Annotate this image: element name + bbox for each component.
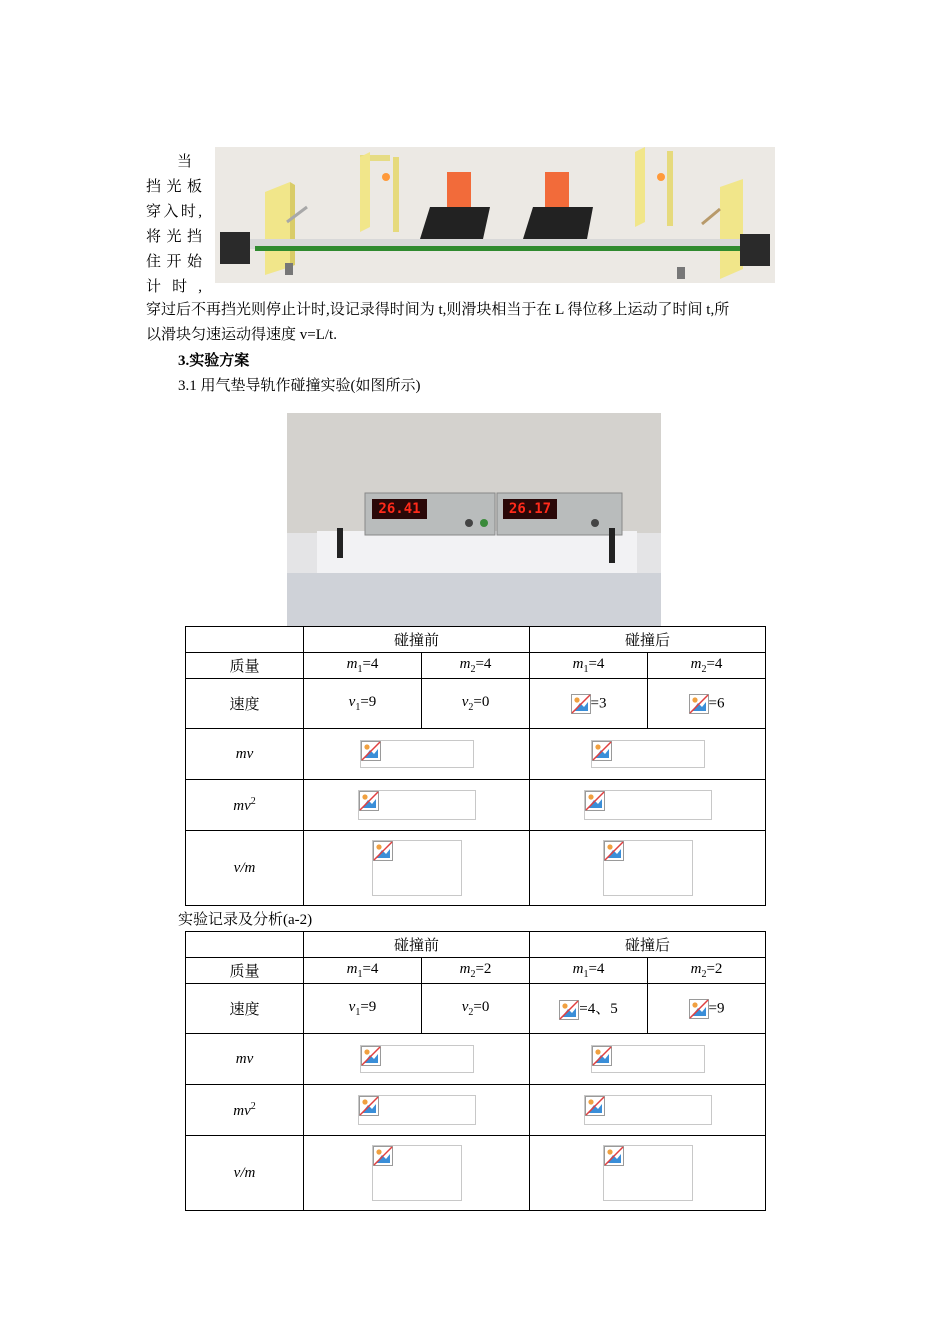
header-after: 碰撞后 [530,627,766,653]
section-subheading: 3.1 用气垫导轨作碰撞实验(如图所示) [178,378,421,394]
broken-image-icon [689,999,709,1019]
image-placeholder [603,1145,693,1201]
speed-cell [530,984,648,1034]
image-placeholder [584,790,712,820]
mv2-after-cell [530,1085,766,1136]
speed-cell [530,679,648,729]
intro-paragraph-line: 穿过后不再挡光则停止计时,设记录得时间为 t,则滑块相当于在 L 得位移上运动了时间 t,所 [146,302,730,318]
broken-image-icon [373,841,393,861]
vm-before-cell [304,1136,530,1211]
air-track-illustration [215,147,775,283]
speed-cell: $v_1=9$ [304,679,422,729]
vm-before-cell [304,831,530,906]
image-placeholder [358,790,476,820]
mv-after-cell [530,729,766,780]
speed-value: =3 [590,694,607,711]
speed-label: 速度 [186,984,304,1034]
image-placeholder [591,740,705,768]
header-before: 碰撞前 [304,627,530,653]
image-placeholder [372,1145,462,1201]
speed-cell [648,984,766,1034]
row-label-mv2: $mv^2$ [186,1085,304,1136]
intro-side-line: 将光挡 [146,229,202,245]
speed-label: 速度 [186,679,304,729]
broken-image-icon [689,694,709,714]
row-label-vm: v/m [186,831,304,906]
broken-image-icon [604,841,624,861]
broken-image-icon [571,694,591,714]
experiment-table-2 [185,931,766,1211]
image-placeholder [584,1095,712,1125]
section-heading: 3.实验方案 [178,353,250,369]
mass-cell: $m_2=4$ [648,653,766,679]
image-placeholder [372,840,462,896]
table-2-caption: 实验记录及分析(a-2) [178,912,313,928]
row-label-mv: mv [186,1034,304,1085]
image-placeholder [358,1095,476,1125]
table-corner-cell [186,932,304,958]
broken-image-icon [592,741,612,761]
speed-value: =9 [708,999,725,1016]
table-corner-cell [186,627,304,653]
left-timer-display: 26.41 [378,501,421,517]
intro-side-line: 挡光板 [146,179,202,195]
intro-side-line: 穿入时, [146,204,202,220]
image-placeholder [360,740,474,768]
broken-image-icon [359,1096,379,1116]
intro-paragraph-line: 以滑块匀速运动得速度 v=L/t. [146,327,337,343]
speed-cell: $v_2=0$ [422,679,530,729]
vm-after-cell [530,831,766,906]
mass-cell: $m_1=4$ [304,653,422,679]
mv2-before-cell [304,780,530,831]
mass-label: 质量 [186,653,304,679]
mv2-after-cell [530,780,766,831]
broken-image-icon [559,1000,579,1020]
broken-image-icon [359,791,379,811]
speed-value: =6 [708,694,725,711]
row-label-mv: mv [186,729,304,780]
image-placeholder [360,1045,474,1073]
row-label-vm: v/m [186,1136,304,1211]
broken-image-icon [361,1046,381,1066]
mass-label: 质量 [186,958,304,984]
header-after: 碰撞后 [530,932,766,958]
broken-image-icon [604,1146,624,1166]
intro-side-line: 住开始 [146,254,202,270]
mass-cell: $m_2=2$ [422,958,530,984]
mass-cell: $m_1=4$ [530,653,648,679]
mv2-before-cell [304,1085,530,1136]
broken-image-icon [585,791,605,811]
intro-side-line: 当 [176,154,192,170]
speed-cell [648,679,766,729]
broken-image-icon [373,1146,393,1166]
vm-after-cell [530,1136,766,1211]
image-placeholder [591,1045,705,1073]
mass-cell: $m_2=4$ [422,653,530,679]
speed-cell: $v_1=9$ [304,984,422,1034]
broken-image-icon [361,741,381,761]
broken-image-icon [585,1096,605,1116]
speed-cell: $v_2=0$ [422,984,530,1034]
mass-cell: $m_1=4$ [304,958,422,984]
broken-image-icon [592,1046,612,1066]
mv-after-cell [530,1034,766,1085]
right-timer-display: 26.17 [508,501,552,517]
image-placeholder [603,840,693,896]
experiment-table-1 [185,626,766,906]
mv-before-cell [304,1034,530,1085]
row-label-mv2: $mv^2$ [186,780,304,831]
timer-photo [287,413,661,626]
intro-side-line: 计时, [146,279,202,295]
mv-before-cell [304,729,530,780]
mass-cell: $m_2=2$ [648,958,766,984]
header-before: 碰撞前 [304,932,530,958]
speed-value: =4、5 [579,1001,618,1018]
mass-cell: $m_1=4$ [530,958,648,984]
